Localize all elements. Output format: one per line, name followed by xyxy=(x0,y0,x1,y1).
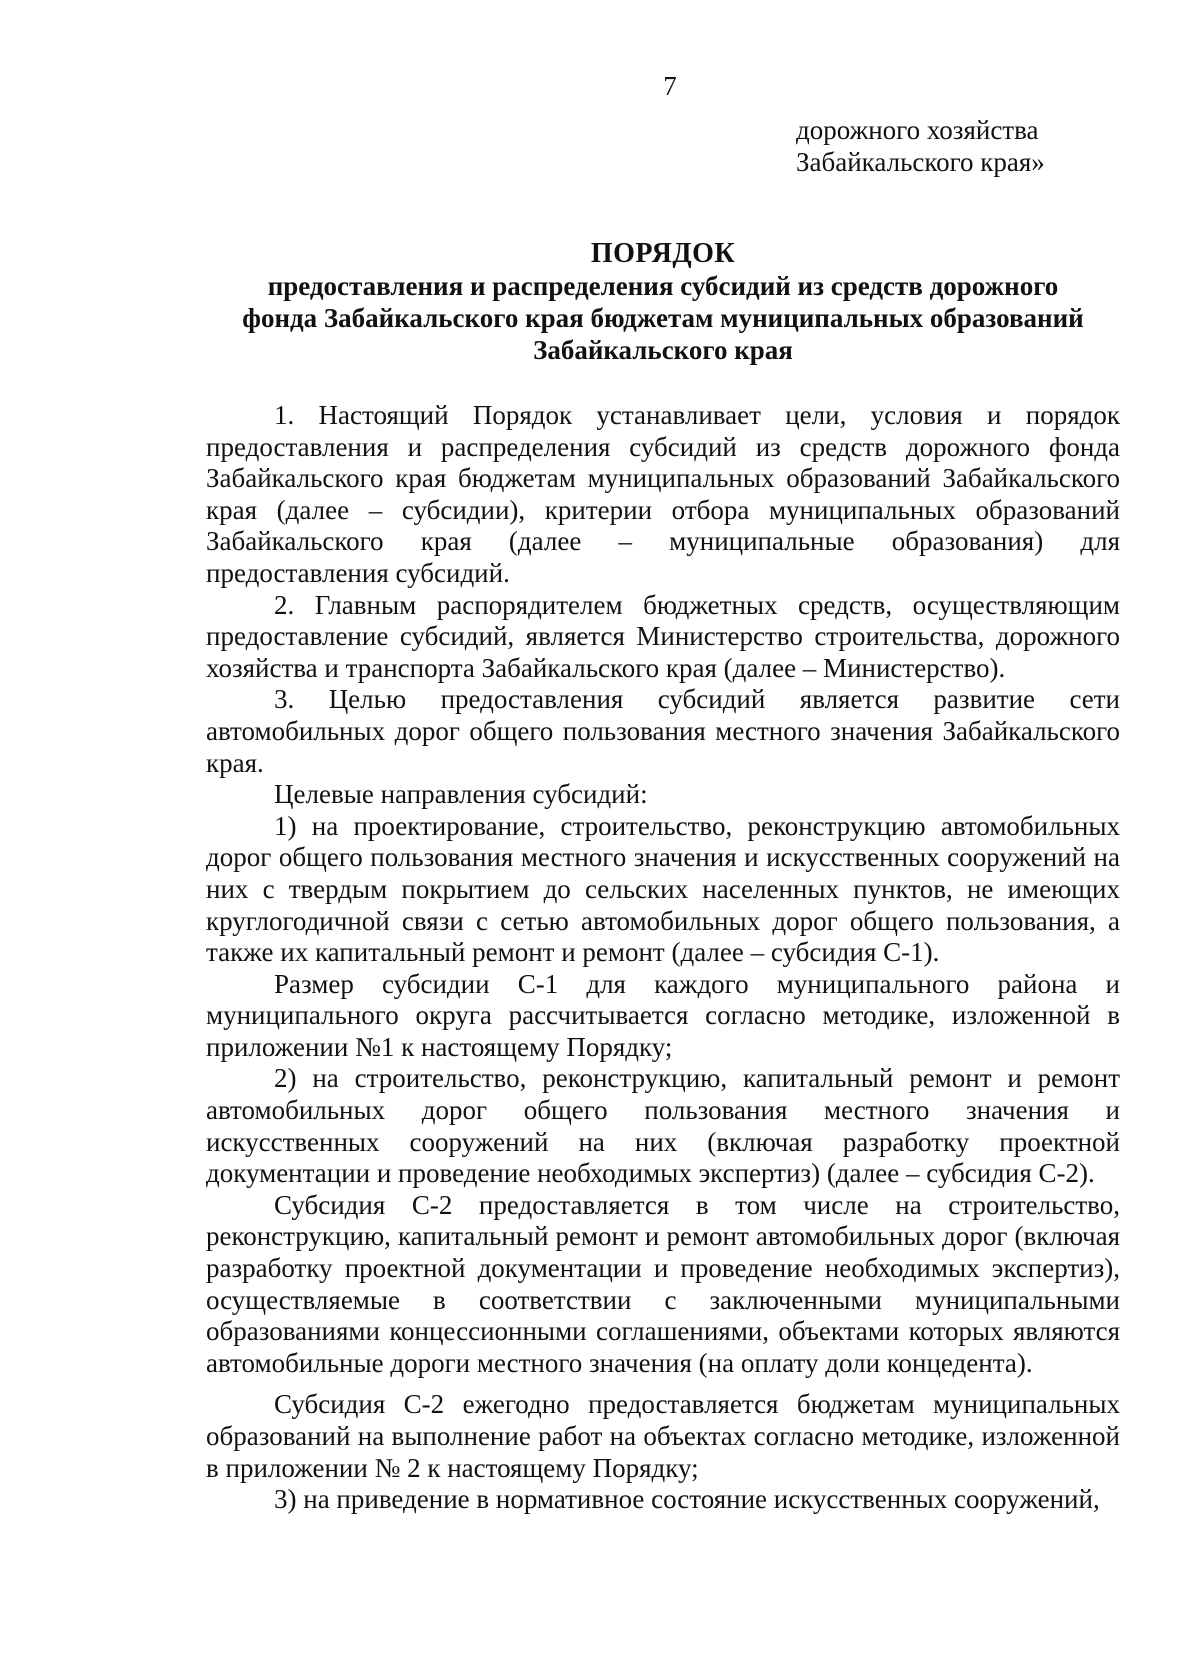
paragraph-3: 3. Целью предоставления субсидий является развитие сети автомобильных дорог общего пользования местного значения Забайкальского края. xyxy=(206,684,1120,778)
header-line-2: Забайкальского края» xyxy=(796,147,1045,177)
paragraph-7: 2) на строительство, реконструкцию, капитальный ремонт и ремонт автомобильных дорог общего пользования местного значения и искусственных сооружений на них (включая разработку проектной документации и проведение необходимых экспертиз) (далее – субсидия С-2). xyxy=(206,1063,1120,1189)
paragraph-2: 2. Главным распорядителем бюджетных средств, осуществляющим предоставление субсидий, является Министерство строительства, дорожного хозяйства и транспорта Забайкальского края (далее – Министерство). xyxy=(206,589,1120,683)
document-body xyxy=(206,400,1120,1516)
title-line-1: предоставления и распределения субсидий из средств дорожного xyxy=(267,271,1059,301)
paragraph-9: Субсидия С-2 ежегодно предоставляется бюджетам муниципальных образований на выполнение работ на объектах согласно методике, изложенной в приложении № 2 к настоящему Порядку; xyxy=(206,1389,1120,1483)
header-line-1: дорожного хозяйства xyxy=(796,115,1039,145)
document-title xyxy=(206,238,1120,366)
paragraph-8: Субсидия С-2 предоставляется в том числе на строительство, реконструкцию, капитальный ремонт и ремонт автомобильных дорог (включая разработку проектной документации и проведение необходимых экспертиз), осуществляемые в соответствии с заключенными муниципальными образованиями концессионными соглашениями, объектами которых являются автомобильные дороги местного значения (на оплату доли концедента). xyxy=(206,1189,1120,1378)
paragraph-1: 1. Настоящий Порядок устанавливает цели, условия и порядок предоставления и распределения субсидий из средств дорожного фонда Забайкальского края бюджетам муниципальных образований Забайкальского края (далее – субсидии), критерии отбора муниципальных образований Забайкальского края (далее – муниципальные образования) для предоставления субсидий. xyxy=(206,400,1120,588)
title-line-2: фонда Забайкальского края бюджетам муниципальных образований xyxy=(242,303,1084,333)
paragraph-10: 3) на приведение в нормативное состояние искусственных сооружений, xyxy=(274,1484,1100,1515)
header-right-text xyxy=(796,114,1045,178)
page-number: 7 xyxy=(663,71,677,101)
title-main: ПОРЯДОК xyxy=(590,238,736,269)
title-line-3: Забайкальского края xyxy=(533,335,793,365)
paragraph-6: Размер субсидии С-1 для каждого муниципального района и муниципального округа рассчитывается согласно методике, изложенной в приложении №1 к настоящему Порядку; xyxy=(206,968,1120,1062)
paragraph-5: 1) на проектирование, строительство, реконструкцию автомобильных дорог общего пользования местного значения и искусственных сооружений на них с твердым покрытием до сельских населенных пунктов, не имеющих круглогодичной связи с сетью автомобильных дорог общего пользования, а также их капитальный ремонт и ремонт (далее – субсидия С-1). xyxy=(206,810,1120,968)
paragraph-4: Целевые направления субсидий: xyxy=(274,779,648,810)
